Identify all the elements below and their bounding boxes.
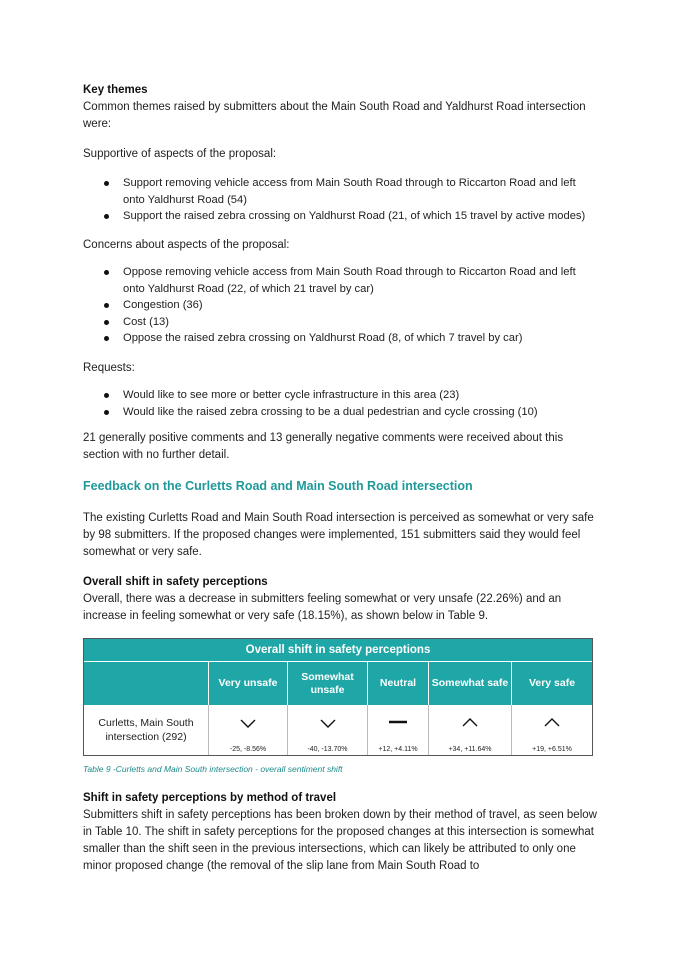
list-item: Oppose the raised zebra crossing on Yaldhurst Road (8, of which 7 travel by car) — [83, 330, 593, 347]
table-cell — [511, 705, 592, 755]
chevron-down-icon — [238, 715, 258, 731]
cell-value: +34, +11.64% — [448, 746, 492, 753]
list-item: Support removing vehicle access from Main South Road through to Riccarton Road and left onto Yaldhurst Road (54) — [83, 175, 593, 208]
table-title: Overall shift in safety perceptions — [84, 639, 592, 661]
cell-value: -25, -8.56% — [229, 746, 267, 753]
list-item: Would like to see more or better cycle infrastructure in this area (23) — [83, 387, 593, 404]
cell-value: +12, +4.11% — [378, 746, 418, 753]
table-caption: Table 9 -Curletts and Main South intersection - overall sentiment shift — [83, 764, 343, 774]
table-cell — [428, 705, 511, 755]
table-header-somewhat-safe: Somewhat safe — [428, 661, 511, 705]
safety-shift-table — [83, 638, 593, 756]
travel-shift-paragraph: Submitters shift in safety perceptions has been broken down by their method of travel, as seen below in Table 10. The shift in safety perceptions for the proposed changes at this intersection is somewhat smaller than the shift seen in the previous intersections, which can likely be attributed to only one minor proposed change (the removal of the slip lane from Main South Road to — [83, 809, 597, 872]
key-themes-heading: Key themes — [83, 84, 148, 96]
concerns-label: Concerns about aspects of the proposal: — [83, 239, 290, 251]
cell-value: -40, -13.70% — [307, 746, 348, 753]
list-item: Support the raised zebra crossing on Yaldhurst Road (21, of which 15 travel by active modes) — [83, 208, 593, 225]
list-item: Oppose removing vehicle access from Main South Road through to Riccarton Road and left onto Yaldhurst Road (22, of which 21 travel by car) — [83, 264, 593, 297]
concerns-list — [83, 264, 593, 347]
table-header-somewhat-unsafe: Somewhat unsafe — [287, 661, 367, 705]
requests-list — [83, 387, 593, 420]
overall-shift-heading: Overall shift in safety perceptions — [83, 576, 268, 588]
chevron-down-icon — [318, 715, 338, 731]
table-cell — [287, 705, 367, 755]
table-cell — [208, 705, 287, 755]
list-item: Would like the raised zebra crossing to be a dual pedestrian and cycle crossing (10) — [83, 404, 593, 421]
cell-value: +19, +6.51% — [532, 746, 572, 753]
table-header-empty — [84, 661, 208, 705]
requests-label: Requests: — [83, 362, 135, 374]
travel-shift-heading: Shift in safety perceptions by method of travel — [83, 792, 337, 804]
supportive-label: Supportive of aspects of the proposal: — [83, 148, 277, 160]
table-header-very-safe: Very safe — [511, 661, 592, 705]
overall-shift-paragraph: Overall, there was a decrease in submitters feeling somewhat or very unsafe (22.26%) and an increase in feeling somewhat or very safe (18.15%), as shown below in Table 9. — [83, 593, 562, 622]
dash-icon — [388, 715, 408, 731]
list-item: Congestion (36) — [83, 297, 593, 314]
summary-paragraph: 21 generally positive comments and 13 generally negative comments were received about this section with no further detail. — [83, 432, 564, 461]
chevron-up-icon — [460, 715, 480, 731]
curletts-paragraph: The existing Curletts Road and Main South Road intersection is perceived as somewhat or very safe by 98 submitters. If the proposed changes were implemented, 151 submitters said they would feel somewhat or very safe. — [83, 512, 594, 558]
chevron-up-icon — [542, 715, 562, 731]
table-header-neutral: Neutral — [367, 661, 428, 705]
table-cell — [367, 705, 428, 755]
list-item: Cost (13) — [83, 314, 593, 331]
supportive-list — [83, 175, 593, 225]
key-themes-intro: Common themes raised by submitters about the Main South Road and Yaldhurst Road intersection were: — [83, 101, 586, 130]
table-row-label: Curletts, Main South intersection (292) — [98, 717, 194, 743]
table-header-very-unsafe: Very unsafe — [208, 661, 287, 705]
section-heading: Feedback on the Curletts Road and Main South Road intersection — [83, 479, 473, 493]
